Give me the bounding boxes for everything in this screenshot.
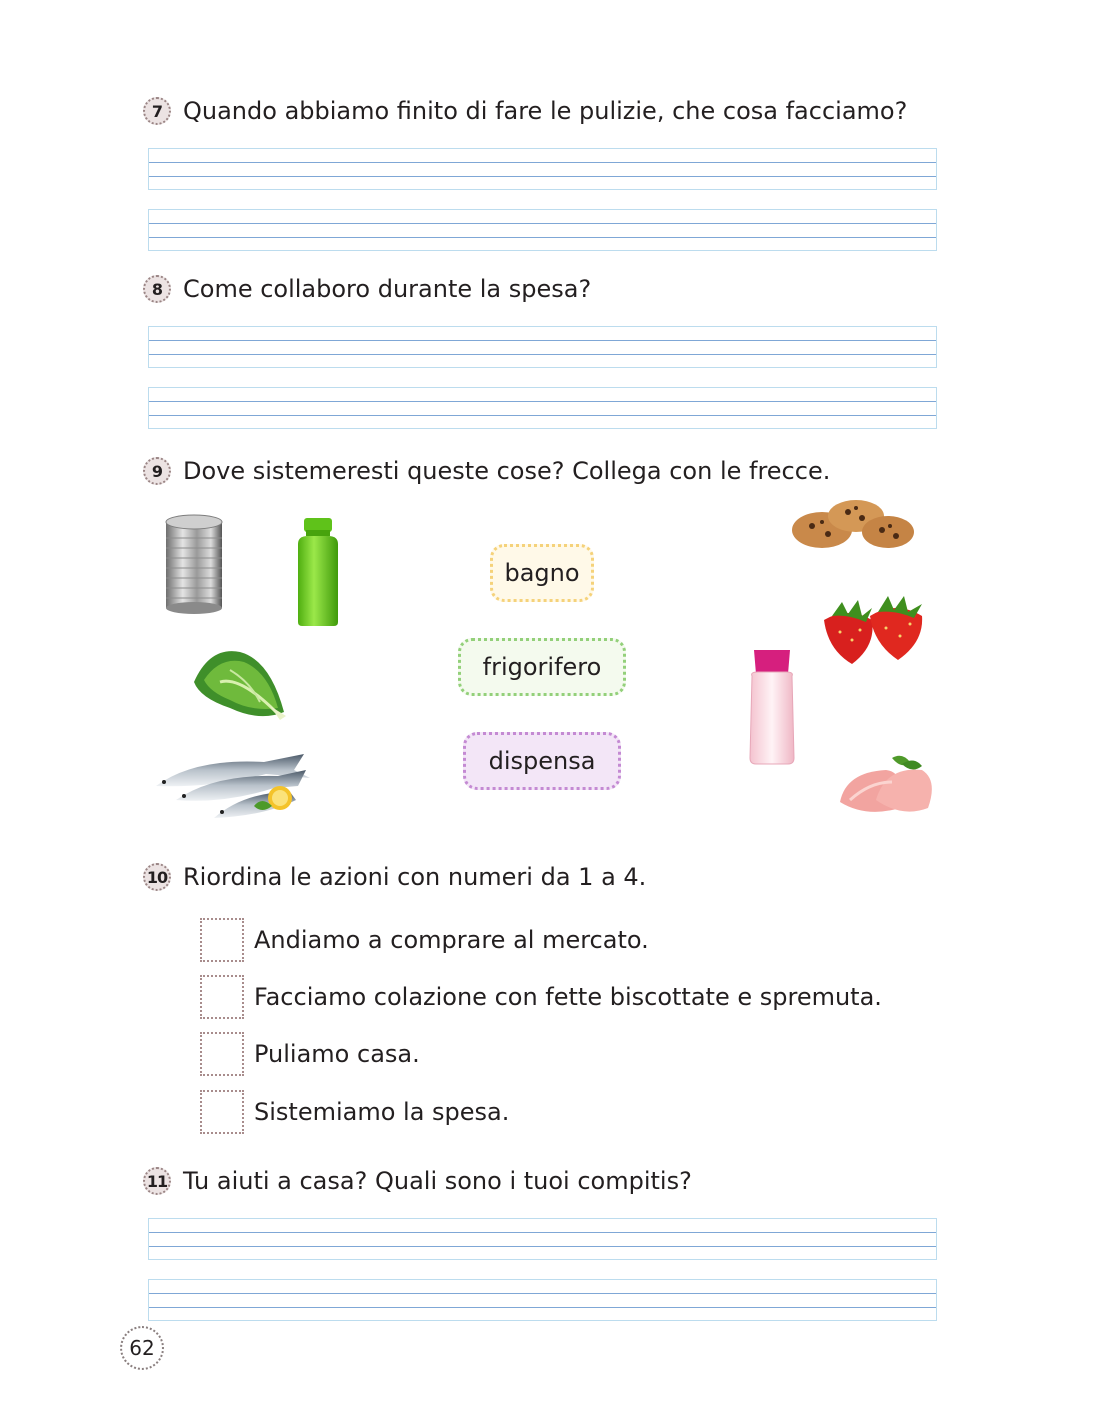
- question-number: 8: [143, 275, 171, 303]
- action-item: [200, 975, 882, 1019]
- action-text: Puliamo casa.: [254, 1040, 420, 1068]
- page-number: 62: [120, 1326, 164, 1370]
- writing-lines[interactable]: [148, 1218, 937, 1260]
- place-dispensa[interactable]: dispensa: [463, 732, 621, 790]
- strawberries-icon[interactable]: [818, 594, 930, 666]
- question-8: [143, 274, 591, 304]
- question-7: [143, 96, 907, 126]
- order-box[interactable]: [200, 1032, 244, 1076]
- order-box[interactable]: [200, 975, 244, 1019]
- question-text: Come collaboro durante la spesa?: [183, 275, 592, 303]
- action-item: [200, 918, 649, 962]
- question-11: [143, 1166, 692, 1196]
- question-text: Quando abbiamo finito di fare le pulizie, che cosa facciamo?: [183, 97, 908, 125]
- writing-lines[interactable]: [148, 148, 937, 190]
- cookies-icon[interactable]: [788, 494, 916, 554]
- action-text: Andiamo a comprare al mercato.: [254, 926, 649, 954]
- chicken-breast-icon[interactable]: [836, 752, 940, 818]
- writing-lines[interactable]: [148, 1279, 937, 1321]
- action-text: Facciamo colazione con fette biscottate e spremuta.: [254, 983, 882, 1011]
- question-9: [143, 456, 830, 486]
- place-bagno[interactable]: bagno: [490, 544, 594, 602]
- green-shampoo-bottle-icon[interactable]: [294, 516, 342, 628]
- action-item: [200, 1032, 420, 1076]
- question-number: 11: [143, 1167, 171, 1195]
- question-text: Tu aiuti a casa? Quali sono i tuoi compitis?: [183, 1167, 692, 1195]
- order-box[interactable]: [200, 1090, 244, 1134]
- lettuce-icon[interactable]: [190, 642, 290, 724]
- action-item: [200, 1090, 509, 1134]
- writing-lines[interactable]: [148, 387, 937, 429]
- writing-lines[interactable]: [148, 326, 937, 368]
- tin-can-icon[interactable]: [160, 512, 228, 616]
- question-number: 7: [143, 97, 171, 125]
- writing-lines[interactable]: [148, 209, 937, 251]
- question-text: Dove sistemeresti queste cose? Collega con le frecce.: [183, 457, 831, 485]
- order-box[interactable]: [200, 918, 244, 962]
- question-text: Riordina le azioni con numeri da 1 a 4.: [183, 863, 647, 891]
- pink-bottle-icon[interactable]: [744, 646, 800, 768]
- question-number: 9: [143, 457, 171, 485]
- fish-icon[interactable]: [154, 748, 314, 824]
- place-frigorifero[interactable]: frigorifero: [458, 638, 626, 696]
- question-10: [143, 862, 646, 892]
- question-number: 10: [143, 863, 171, 891]
- action-text: Sistemiamo la spesa.: [254, 1098, 510, 1126]
